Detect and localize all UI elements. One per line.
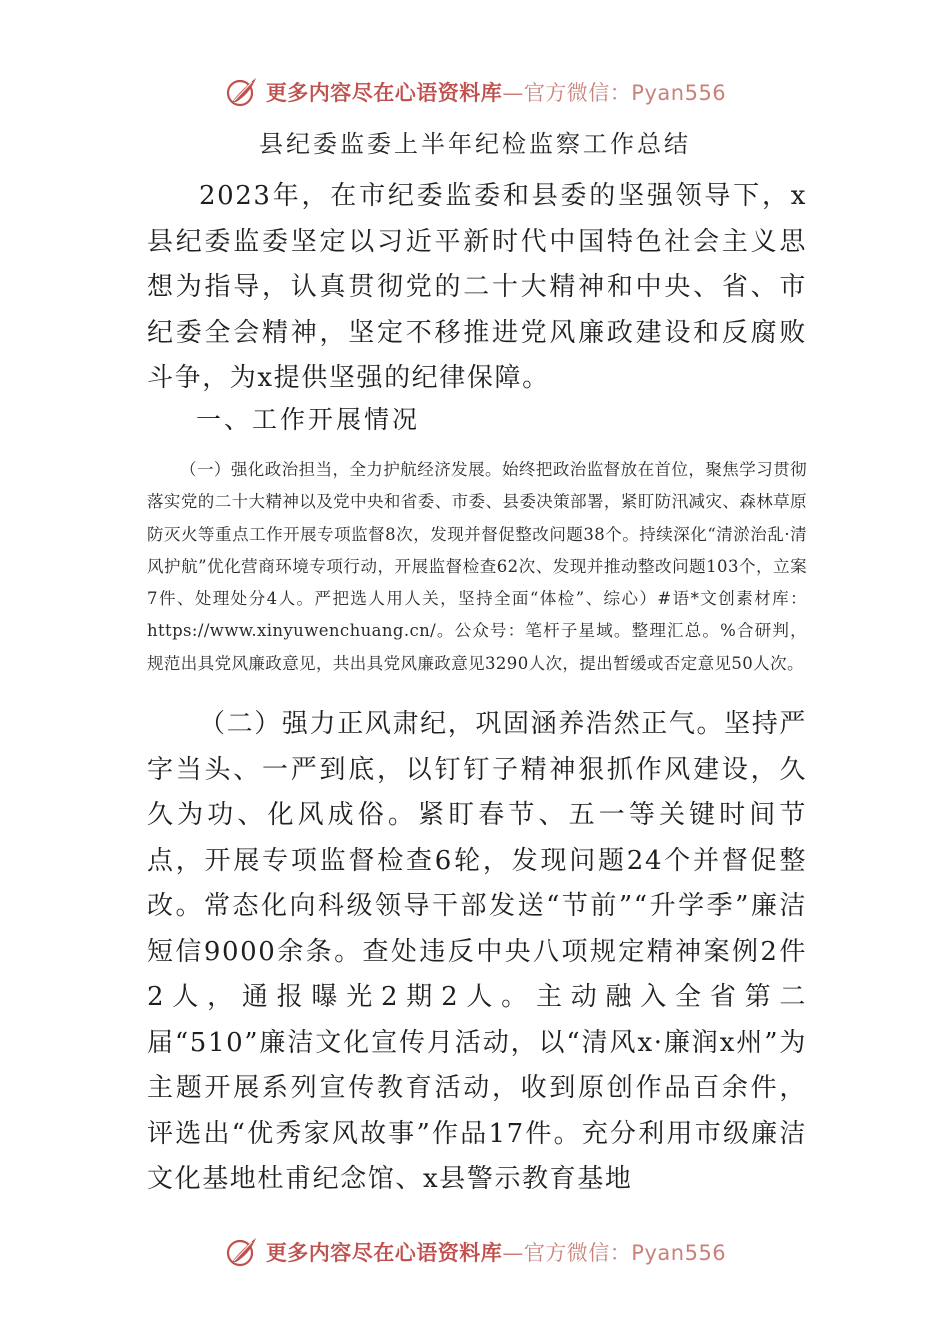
item-1-paragraph: （一）强化政治担当，全力护航经济发展。始终把政治监督放在首位，聚焦学习贯彻落实党的二十大精神以及党中央和省委、市委、县委决策部署，紧盯防汛减灾、森林草原防灭火等重点工作开展专项监督8次，发现并督促整改问题38个。持续深化“清淤治乱·清风护航”优化营商环境专项行动，开展监督检查62次、发现并推动整改问题103个，立案7件、处理处分4人。严把选人用人关，坚持全面“体检”、综心）#语*文创素材库：https://www.xinyuwenchuang.cn/。公众号：笔杆子星域。整理汇总。%合研判，规范出具党风廉政意见，共出具党风廉政意见3290人次，提出暂缓或否定意见50人次。 <box>147 460 807 673</box>
watermark-text <box>266 1237 726 1267</box>
feather-pen-logo-icon <box>224 74 260 110</box>
watermark-suffix: 官方微信：Pyan556 <box>523 81 727 105</box>
watermark-text <box>266 77 726 107</box>
watermark-separator: — <box>502 81 524 105</box>
watermark-brand: 更多内容尽在心语资料库 <box>265 81 503 105</box>
section-heading: 一、工作开展情况 <box>196 405 421 434</box>
intro-paragraph: 2023年，在市纪委监委和县委的坚强领导下，x县纪委监委坚定以习近平新时代中国特色社会主义思想为指导，认真贯彻党的二十大精神和中央、省、市纪委全会精神，坚定不移推进党风廉政建设和反腐败斗争，为x提供坚强的纪律保障。 <box>147 181 807 393</box>
watermark-suffix: 官方微信：Pyan556 <box>523 1241 727 1265</box>
document-title: 县纪委监委上半年纪检监察工作总结 <box>259 130 691 158</box>
watermark-banner-bottom <box>0 1232 950 1272</box>
watermark-separator: — <box>502 1241 524 1265</box>
watermark-banner-top <box>0 72 950 112</box>
item-2-paragraph: （二）强力正风肃纪，巩固涵养浩然正气。坚持严字当头、一严到底，以钉钉子精神狠抓作风建设，久久为功、化风成俗。紧盯春节、五一等关键时间节点，开展专项监督检查6轮，发现问题24个并督促整改。常态化向科级领导干部发送“节前”“升学季”廉洁短信9000余条。查处违反中央八项规定精神案例2件2人，通报曝光2期2人。主动融入全省第二届“510”廉洁文化宣传月活动，以“清风x·廉润x州”为主题开展系列宣传教育活动，收到原创作品百余件，评选出“优秀家风故事”作品17件。充分利用市级廉洁文化基地杜甫纪念馆、x县警示教育基地 <box>147 709 807 1194</box>
watermark-brand: 更多内容尽在心语资料库 <box>265 1241 503 1265</box>
feather-pen-logo-icon <box>224 1234 260 1270</box>
